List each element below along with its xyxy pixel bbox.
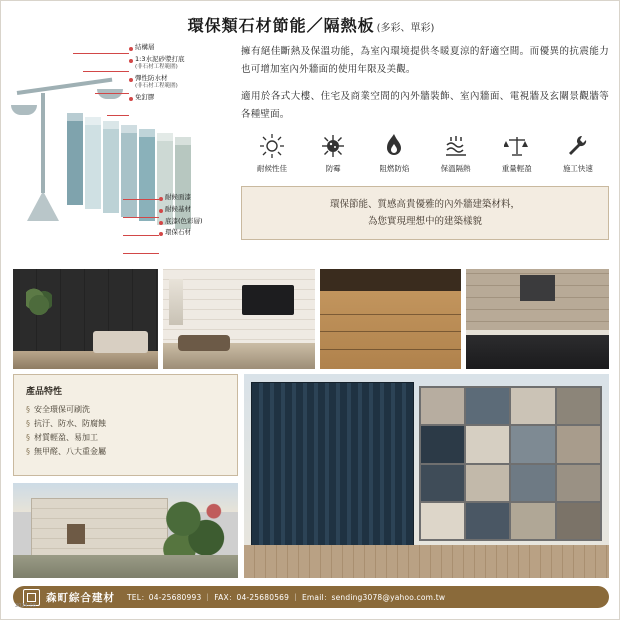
product-features-box	[13, 374, 238, 476]
sun-heat-icon	[259, 133, 285, 159]
swatch	[557, 388, 600, 424]
leader-line	[123, 217, 159, 218]
callout-item: 耐候面漆	[159, 193, 251, 202]
insulation-icon	[443, 133, 469, 159]
leader-line	[73, 53, 129, 54]
list-item: § 安全環保可刷洗	[26, 403, 225, 417]
feature-icon-cell	[304, 133, 362, 174]
leader-line	[95, 93, 129, 94]
scale-post-icon	[41, 93, 45, 193]
layer-slab	[139, 129, 155, 221]
layer-slab	[85, 117, 101, 209]
swatch	[557, 465, 600, 501]
highlight-line-1: 環保節能、質感高貴優雅的內外牆建築材料，	[329, 199, 520, 211]
swatch	[557, 426, 600, 462]
description-paragraph: 適用於各式大樓、住宅及商業空間的內外牆裝飾、室內牆面、電視牆及玄關景觀牆等各種壁面。	[241, 91, 609, 120]
page-title	[1, 13, 620, 36]
feature-icon-cell	[243, 133, 301, 174]
description-paragraph: 擁有絕佳斷熱及保溫功能，為室內環境提供冬暖夏涼的舒適空間。而優異的抗震能力也可增加室內外牆面的使用年限及美觀。	[241, 46, 609, 75]
layer-slab	[103, 121, 119, 213]
feature-icon-label: 重量輕盈	[501, 164, 532, 174]
swatch	[421, 388, 464, 424]
scale-base-icon	[27, 191, 59, 221]
footer-bar	[13, 586, 609, 608]
callout-item: 1:3水泥砂漿打底 (非石材工程範圍)	[129, 55, 241, 71]
scale-pan-right-icon	[97, 89, 123, 99]
callout-item: 免釘膠	[129, 93, 241, 102]
diagram-callouts-bottom	[159, 193, 251, 240]
swatch	[421, 465, 464, 501]
leader-line	[123, 199, 159, 200]
company-name: 森町綜合建材	[46, 591, 115, 604]
swatch-board	[419, 386, 602, 541]
leader-line	[123, 253, 159, 254]
layer-slab	[67, 113, 83, 205]
feature-icon-label: 耐候性佳	[257, 164, 287, 174]
callout-item: 底漆(色彩層)	[159, 217, 251, 226]
leader-line	[123, 235, 159, 236]
feature-icon-cell	[427, 133, 485, 174]
wrench-icon	[565, 133, 591, 159]
scale-icon	[504, 133, 530, 159]
list-item: § 材質輕盈、易加工	[26, 431, 225, 445]
leader-line	[107, 115, 129, 116]
contact-info: TEL：04-25680993 ｜ FAX：04-25680569 ｜ Email：sending3078@yahoo.com.tw	[127, 592, 446, 602]
feature-icon-label: 防霉	[325, 164, 341, 174]
page-title-main: 環保類石材節能／隔熱板	[187, 16, 375, 35]
flame-icon	[381, 133, 407, 159]
photo-dark-slate-wall	[13, 269, 158, 369]
swatch	[466, 503, 509, 539]
callout-item: 彈性防水材 (非石材工程範圍)	[129, 74, 241, 90]
swatch	[466, 465, 509, 501]
photo-white-brick-living-room	[163, 269, 315, 369]
product-features-list	[26, 403, 225, 459]
feature-icon-row	[241, 133, 609, 174]
layer-structure-diagram	[11, 41, 241, 266]
feature-icon-cell	[365, 133, 423, 174]
feature-icon-cell	[549, 133, 607, 174]
swatch	[511, 426, 554, 462]
highlight-line-2: 為您實現理想中的建築樣貌	[367, 216, 482, 228]
swatch	[511, 388, 554, 424]
scale-pan-left-icon	[11, 105, 37, 115]
feature-icon-label: 保溫隔熱	[440, 164, 471, 174]
swatch	[511, 503, 554, 539]
layer-slab	[121, 125, 137, 217]
list-item: § 無甲醛、八大重金屬	[26, 445, 225, 459]
photo-house-exterior	[13, 483, 238, 578]
mold-icon	[320, 133, 346, 159]
highlight-box	[241, 186, 609, 240]
list-item: § 抗汙、防水、防腐蝕	[26, 417, 225, 431]
swatch	[557, 503, 600, 539]
leader-line	[83, 71, 129, 72]
swatch	[511, 465, 554, 501]
diagram-callouts-top	[129, 43, 241, 105]
photo-building-facade-swatches	[244, 374, 609, 578]
callout-item: 環保石材	[159, 228, 251, 237]
product-features-heading: 產品特性	[26, 387, 63, 397]
photo-stone-wall-kitchen	[466, 269, 609, 369]
photo-travertine-corridor	[320, 269, 461, 369]
feature-icon-label: 阻燃防焰	[379, 164, 410, 174]
swatch	[421, 503, 464, 539]
page-code: 2024-08	[15, 603, 36, 609]
swatch	[466, 426, 509, 462]
page-title-sub: (多彩、單彩)	[376, 23, 435, 34]
swatch	[466, 388, 509, 424]
feature-icon-label: 施工快速	[562, 164, 593, 174]
callout-item: 結構層	[129, 43, 241, 52]
description-column	[241, 43, 609, 240]
callout-item: 耐候基材	[159, 205, 251, 214]
feature-icon-cell	[488, 133, 546, 174]
swatch	[421, 426, 464, 462]
